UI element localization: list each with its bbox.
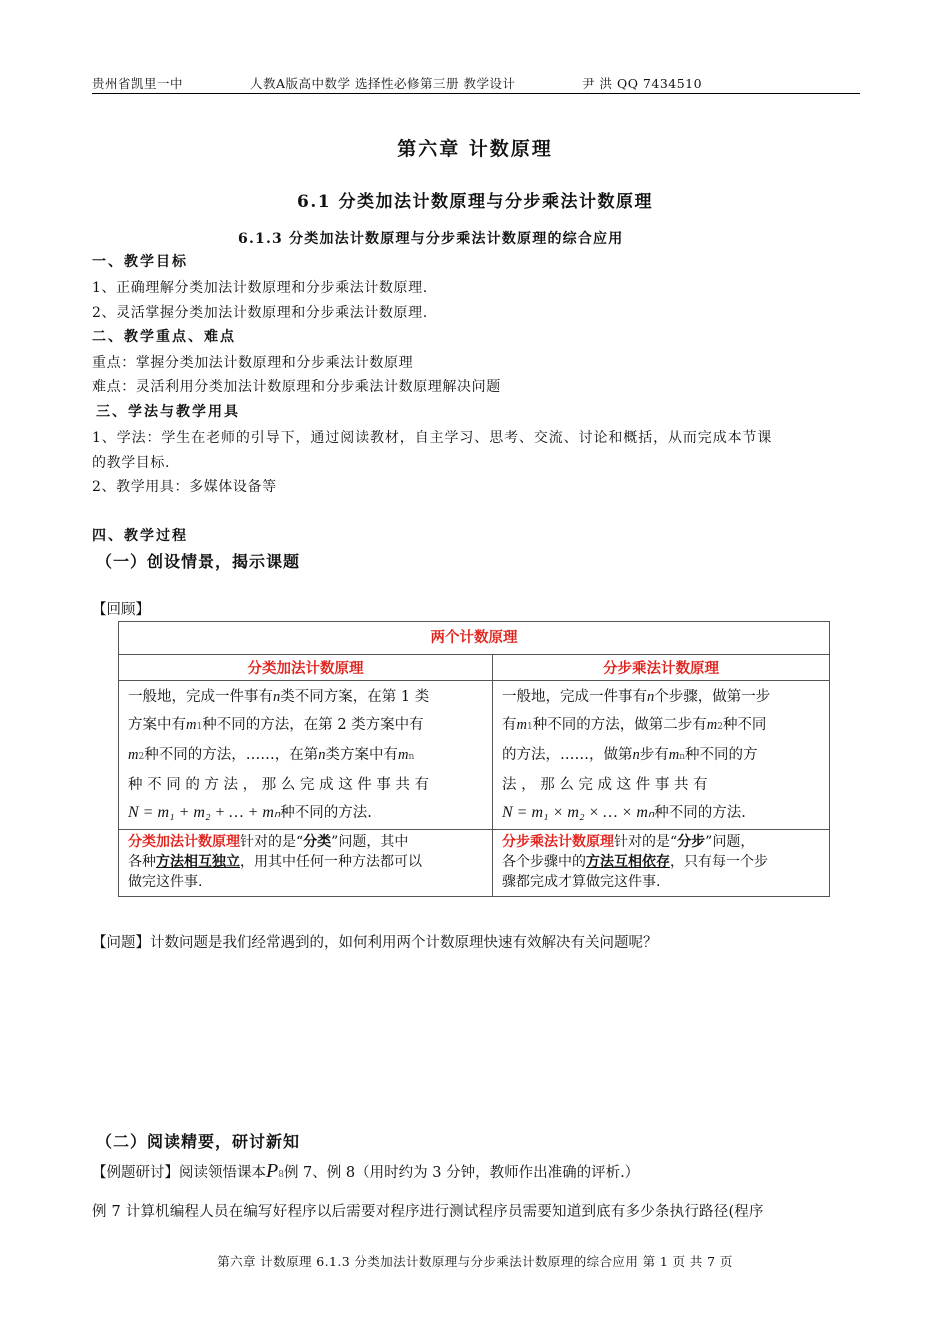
keypoints-heading: 二、教学重点、难点 xyxy=(92,329,236,345)
goal-item: 1、正确理解分类加法计数原理和分步乘法计数原理. xyxy=(92,280,428,296)
right-header: 分步乘法计数原理 xyxy=(493,655,830,681)
example-intro: 【例题研讨】阅读领悟课本P8例 7、例 8（用时约为 3 分钟，教师作出准确的评析.） xyxy=(92,1160,640,1182)
var-m2: m xyxy=(128,747,139,763)
goals-heading: 一、教学目标 xyxy=(92,254,188,270)
question-text: 【问题】计数问题是我们经常遇到的，如何利用两个计数原理快速有效解决有关问题呢？ xyxy=(92,935,658,951)
keypoint-item: 难点：灵活利用分类加法计数原理和分步乘法计数原理解决问题 xyxy=(92,379,501,395)
methods-line: 2、教学用具：多媒体设备等 xyxy=(92,479,277,495)
addition-definition: 一般地，完成一件事有n类不同方案，在第 1 类 方案中有m1种不同的方法，在第 2 类方案中有 m2种不同的方法，……，在第n类方案中有mn 种 不 同 的 方 法 ， 那 么 完 成 这 件 事 共 有 N = m₁ + m₂ + … + mₙ种不同的方法. xyxy=(119,681,493,830)
header-course: 人教A版高中数学 选择性必修第三册 教学设计 xyxy=(250,76,516,91)
page-footer: 第六章 计数原理 6.1.3 分类加法计数原理与分步乘法计数原理的综合应用 第 1 页 共 7 页 xyxy=(217,1254,733,1269)
methods-line: 的教学目标. xyxy=(92,455,171,471)
var-n: n xyxy=(273,689,281,705)
var-n: n xyxy=(632,747,640,763)
process-heading: 四、教学过程 xyxy=(92,528,188,544)
keypoint-item: 重点：掌握分类加法计数原理和分步乘法计数原理 xyxy=(92,355,414,371)
header-school: 贵州省凯里一中 xyxy=(92,76,184,91)
var-n: n xyxy=(647,689,655,705)
var-m1: m xyxy=(186,717,197,733)
table-title: 两个计数原理 xyxy=(119,622,830,655)
chapter-title: 第六章 计数原理 xyxy=(397,138,553,160)
multiplication-formula: N = m₁ × m₂ × … × mₙ xyxy=(502,804,655,821)
multiplication-note: 分步乘法计数原理针对的是“分步”问题， 各个步骤中的方法互相依存，只有每一个步 骤都完成才算做完这件事. xyxy=(493,830,830,897)
addition-formula: N = m₁ + m₂ + … + mₙ xyxy=(128,804,281,821)
left-header: 分类加法计数原理 xyxy=(119,655,493,681)
var-n: n xyxy=(318,747,326,763)
part1-heading: （一）创设情景，揭示课题 xyxy=(96,552,301,571)
subsection-title: 6.1.3 分类加法计数原理与分步乘法计数原理的综合应用 xyxy=(238,231,624,247)
page-header xyxy=(92,74,858,94)
methods-heading: 三、学法与教学用具 xyxy=(96,404,240,420)
example-7-text: 例 7 计算机编程人员在编写好程序以后需要对程序进行测试程序员需要知道到底有多少条执行路径(程序 xyxy=(92,1204,764,1220)
section-title: 6.1 分类加法计数原理与分步乘法计数原理 xyxy=(297,192,653,212)
multiplication-definition: 一般地，完成一件事有n个步骤，做第一步 有m1种不同的方法，做第二步有m2种不同 的方法，……，做第n步有mn种不同的方 法 ， 那 么 完 成 这 件 事 共 有 N = m₁ × m₂ × … × mₙ种不同的方法. xyxy=(493,681,830,830)
review-label: 【回顾】 xyxy=(92,602,150,618)
counting-principles-table xyxy=(118,621,830,897)
var-mn: m xyxy=(668,747,680,763)
goal-item: 2、灵活掌握分类加法计数原理和分步乘法计数原理. xyxy=(92,305,428,321)
var-m2: m xyxy=(706,717,718,733)
header-author: 尹 洪 QQ 7434510 xyxy=(582,76,703,91)
var-m1: m xyxy=(516,717,527,733)
part2-heading: （二）阅读精要，研讨新知 xyxy=(96,1132,301,1151)
addition-note: 分类加法计数原理针对的是“分类”问题，其中 各种方法相互独立，用其中任何一种方法都可以 做完这件事. xyxy=(119,830,493,897)
var-mn: m xyxy=(397,747,409,763)
header-divider xyxy=(92,93,860,94)
methods-line: 1、学法：学生在老师的引导下，通过阅读教材，自主学习、思考、交流、讨论和概括，从而完成本节课 xyxy=(92,430,773,446)
